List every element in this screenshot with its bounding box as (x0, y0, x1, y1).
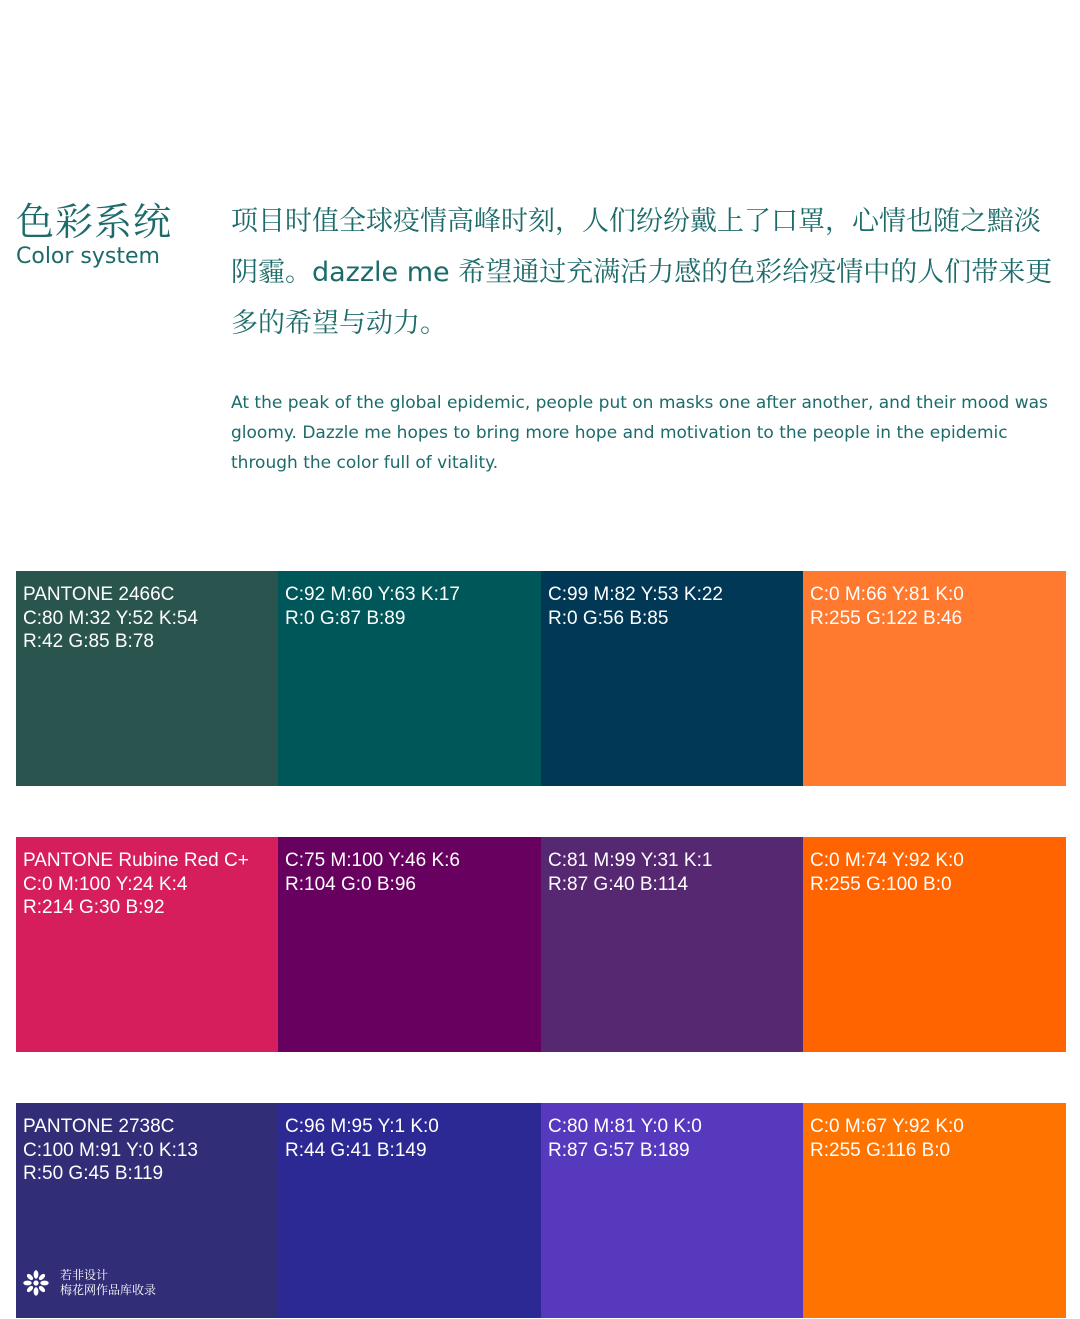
cmyk-value: C:80 M:32 Y:52 K:54 (23, 607, 198, 629)
color-swatch (16, 837, 278, 1052)
cmyk-value: C:75 M:100 Y:46 K:6 (285, 850, 460, 871)
cmyk-value: C:0 M:100 Y:24 K:4 (23, 873, 188, 895)
section-title-zh: 色彩系统 (16, 200, 173, 244)
description-en: At the peak of the global epidemic, people put on masks one after another, and their mood was gloomy. Dazzle me hopes to bring more hope and motivation to the people in the epidemic through the color full of vitality. (231, 393, 1048, 473)
section-title-en: Color system (16, 244, 160, 269)
pantone-label: PANTONE Rubine Red C+ (23, 850, 249, 871)
pantone-label: PANTONE 2738C (23, 1116, 175, 1137)
rgb-value: R:42 G:85 B:78 (23, 631, 154, 652)
color-swatch (803, 1103, 1066, 1318)
description-zh: 项目时值全球疫情高峰时刻，人们纷纷戴上了口罩，心情也随之黯淡阴霾。dazzle me 希望通过充满活力感的色彩给疫情中的人们带来更多的希望与动力。 (231, 206, 1053, 339)
cmyk-value: C:0 M:74 Y:92 K:0 (810, 850, 964, 871)
cmyk-value: C:80 M:81 Y:0 K:0 (548, 1116, 702, 1137)
color-swatch (541, 837, 803, 1052)
color-swatch (16, 571, 278, 786)
cmyk-value: C:0 M:66 Y:81 K:0 (810, 584, 964, 605)
cmyk-value: C:100 M:91 Y:0 K:13 (23, 1139, 198, 1161)
flower-logo-icon (22, 1269, 50, 1297)
cmyk-value: C:92 M:60 Y:63 K:17 (285, 584, 460, 605)
rgb-value: R:0 G:87 B:89 (285, 607, 406, 629)
rgb-value: R:255 G:100 B:0 (810, 873, 952, 895)
color-swatch (541, 571, 803, 786)
watermark-line-1: 若非设计 (60, 1268, 109, 1282)
watermark (22, 1268, 156, 1298)
rgb-value: R:255 G:116 B:0 (810, 1139, 951, 1161)
rgb-value: R:44 G:41 B:149 (285, 1139, 427, 1161)
color-swatch (278, 1103, 541, 1318)
color-swatch (803, 571, 1066, 786)
watermark-line-2: 梅花网作品库收录 (60, 1283, 157, 1297)
color-swatch (541, 1103, 803, 1318)
rgb-value: R:87 G:40 B:114 (548, 873, 689, 895)
color-swatch (278, 571, 541, 786)
pantone-label: PANTONE 2466C (23, 584, 175, 605)
rgb-value: R:50 G:45 B:119 (23, 1163, 164, 1184)
rgb-value: R:0 G:56 B:85 (548, 607, 669, 629)
cmyk-value: C:99 M:82 Y:53 K:22 (548, 584, 723, 605)
palette-row-1 (16, 571, 1066, 786)
rgb-value: R:255 G:122 B:46 (810, 607, 963, 629)
palette-row-3 (16, 1103, 1066, 1318)
palette-row-2 (16, 837, 1066, 1052)
rgb-value: R:104 G:0 B:96 (285, 873, 416, 895)
rgb-value: R:87 G:57 B:189 (548, 1139, 690, 1161)
cmyk-value: C:96 M:95 Y:1 K:0 (285, 1116, 439, 1137)
color-swatch (278, 837, 541, 1052)
rgb-value: R:214 G:30 B:92 (23, 897, 165, 918)
color-swatch (803, 837, 1066, 1052)
section-heading (16, 198, 216, 270)
cmyk-value: C:81 M:99 Y:31 K:1 (548, 850, 713, 871)
watermark-text (60, 1268, 156, 1298)
cmyk-value: C:0 M:67 Y:92 K:0 (810, 1116, 964, 1137)
